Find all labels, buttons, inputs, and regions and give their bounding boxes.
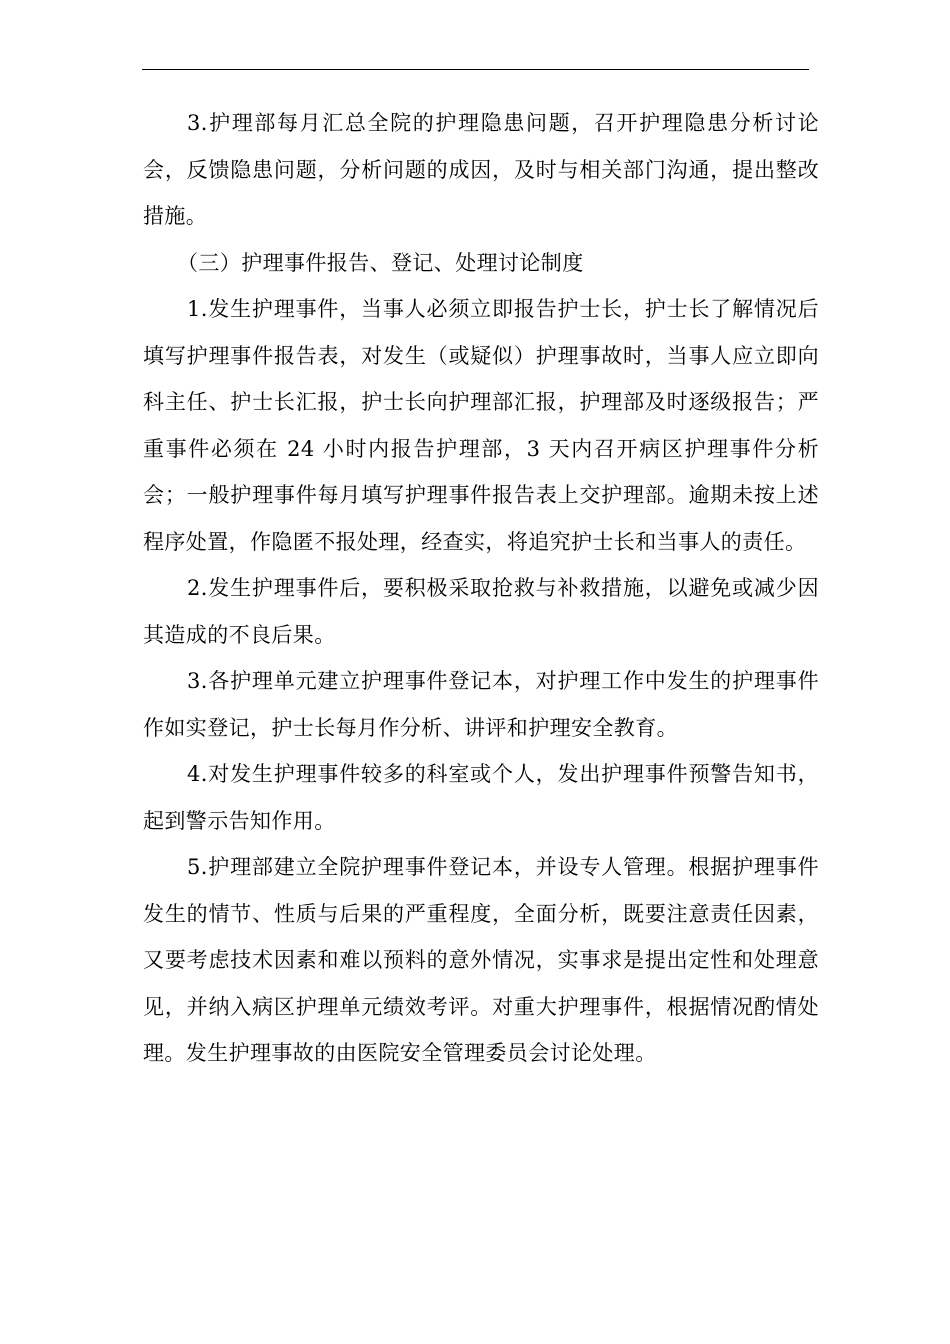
header-rule bbox=[142, 69, 809, 70]
paragraph-remedial-measures: 2.发生护理事件后，要积极采取抢救与补救措施，以避免或减少因其造成的不良后果。 bbox=[143, 576, 819, 647]
paragraph-unit-register: 3.各护理单元建立护理事件登记本，对护理工作中发生的护理事件作如实登记，护士长每月作分析、讲评和护理安全教育。 bbox=[143, 669, 819, 740]
paragraph-reporting: 1.发生护理事件，当事人必须立即报告护士长，护士长了解情况后填写护理事件报告表，对发生（或疑似）护理事故时，当事人应立即向科主任、护士长汇报，护士长向护理部汇报，护理部及时逐级报告；严重事件必须在 24 小时内报告护理部，3 天内召开病区护理事件分析会；一般护理事件每月填写护理事件报告表上交护理部。逾期未按上述程序处置，作隐匿不报处理，经查实，将追究护士长和当事人的责任。 bbox=[143, 297, 819, 554]
section-heading: （三）护理事件报告、登记、处理讨论制度 bbox=[177, 250, 584, 275]
paragraph-warning-notice: 4.对发生护理事件较多的科室或个人，发出护理事件预警告知书，起到警示告知作用。 bbox=[143, 762, 819, 833]
document-body bbox=[143, 100, 819, 1077]
paragraph-hazard-summary: 3.护理部每月汇总全院的护理隐患问题，召开护理隐患分析讨论会，反馈隐患问题，分析问题的成因，及时与相关部门沟通，提出整改措施。 bbox=[143, 111, 819, 228]
paragraph-hospital-register: 5.护理部建立全院护理事件登记本，并设专人管理。根据护理事件发生的情节、性质与后果的严重程度，全面分析，既要注意责任因素，又要考虑技术因素和难以预料的意外情况，实事求是提出定性和处理意见，并纳入病区护理单元绩效考评。对重大护理事件，根据情况酌情处理。发生护理事故的由医院安全管理委员会讨论处理。 bbox=[143, 855, 819, 1065]
